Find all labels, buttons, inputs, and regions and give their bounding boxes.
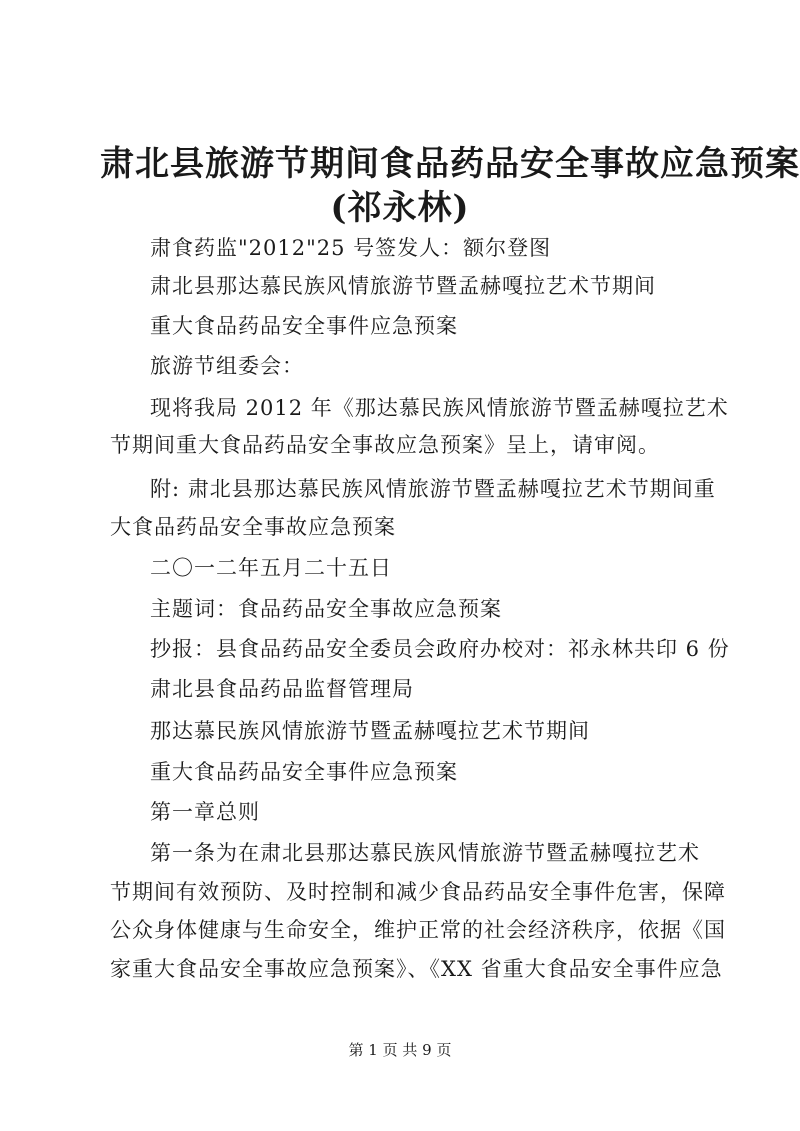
date-line: 二〇一二年五月二十五日 <box>150 556 392 580</box>
article-line: 第一条为在肃北县那达慕民族风情旅游节暨孟赫嘎拉艺术 <box>150 841 700 865</box>
attachment-line: 附: 肃北县那达慕民族风情旅游节暨孟赫嘎拉艺术节期间重 <box>150 477 716 501</box>
subject-line-1: 肃北县那达慕民族风情旅游节暨孟赫嘎拉艺术节期间 <box>150 274 656 298</box>
plan-title-line-1: 那达慕民族风情旅游节暨孟赫嘎拉艺术节期间 <box>150 719 590 743</box>
article-line: 节期间有效预防、及时控制和减少食品药品安全事件危害，保障 <box>110 880 726 904</box>
attachment-line: 大食品药品安全事故应急预案 <box>110 515 396 539</box>
page-number-footer: 第 1 页 共 9 页 <box>348 1041 452 1059</box>
plan-title-line-2: 重大食品药品安全事件应急预案 <box>150 760 458 784</box>
cc-line: 抄报：县食品药品安全委员会政府办校对：祁永林共印 6 份 <box>150 637 730 661</box>
issue-number-line: 肃食药监"2012"25 号签发人：额尔登图 <box>150 236 552 260</box>
keywords-line: 主题词：食品药品安全事故应急预案 <box>150 597 502 621</box>
document-title-author: (祁永林) <box>330 188 470 228</box>
recipient-line: 旅游节组委会： <box>150 354 304 378</box>
body-paragraph-line: 现将我局 2012 年《那达慕民族风情旅游节暨孟赫嘎拉艺术 <box>150 396 729 420</box>
subject-line-2: 重大食品药品安全事件应急预案 <box>150 314 458 338</box>
article-line: 家重大食品安全事故应急预案》、《XX 省重大食品安全事件应急 <box>110 957 723 981</box>
chapter-heading: 第一章总则 <box>150 800 260 824</box>
document-title: 肃北县旅游节期间食品药品安全事故应急预案 <box>100 144 800 184</box>
body-paragraph-line: 节期间重大食品药品安全事故应急预案》呈上，请审阅。 <box>110 433 660 457</box>
article-line: 公众身体健康与生命安全，维护正常的社会经济秩序，依据《国 <box>110 918 726 942</box>
issuing-agency-line: 肃北县食品药品监督管理局 <box>150 677 414 701</box>
